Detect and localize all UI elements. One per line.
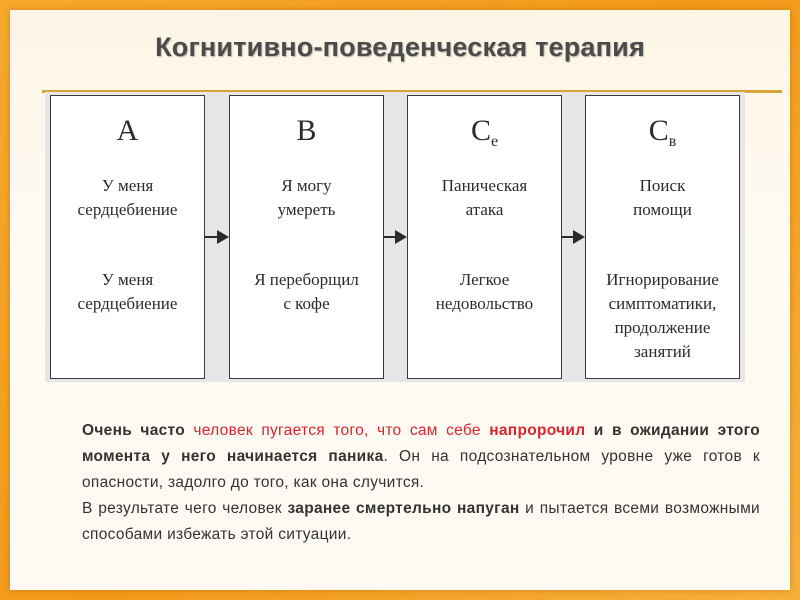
arrow-right-icon: [205, 230, 229, 244]
box-text-bottom: У меня сердцебиение: [77, 270, 178, 313]
box-text-bottom: Игнорирование симптоматики, продолжение занятий: [606, 270, 719, 361]
paragraph-2: В результате чего человек заранее смертельно напуган и пытается всеми возможными способами избежать этой ситуации.: [82, 500, 760, 543]
box-text-top: Поиск помощи: [633, 176, 692, 219]
arrow-right-icon: [562, 230, 585, 244]
box-text-top: У меня сердцебиение: [77, 176, 178, 219]
diagram-box-ce: [407, 95, 562, 379]
box-heading: B: [296, 114, 317, 147]
diagram-box-b: [229, 95, 384, 379]
diagram-box-cv: [585, 95, 740, 379]
arrow-right-icon: [384, 230, 407, 244]
box-text-top: Паническая атака: [441, 176, 528, 219]
box-heading: A: [116, 114, 139, 147]
explanation-text: [42, 418, 760, 548]
box-heading: $C_в$: [648, 114, 677, 150]
diagram-box-a: [50, 95, 205, 379]
paragraph-1: Очень часто человек пугается того, что сам себе напророчил и в ожидании этого момента у него начинается паника. Он на подсознательном уровне уже готов к опасности, задолго до того, как она случится.: [82, 422, 760, 491]
box-heading: $C_e$: [470, 114, 499, 150]
box-text-top: Я могу умереть: [277, 176, 336, 219]
box-text-bottom: Легкое недовольство: [435, 270, 534, 313]
box-text-bottom: Я переборщил с кофе: [254, 270, 359, 313]
page-title: Когнитивно-поведенческая терапия: [155, 32, 645, 62]
